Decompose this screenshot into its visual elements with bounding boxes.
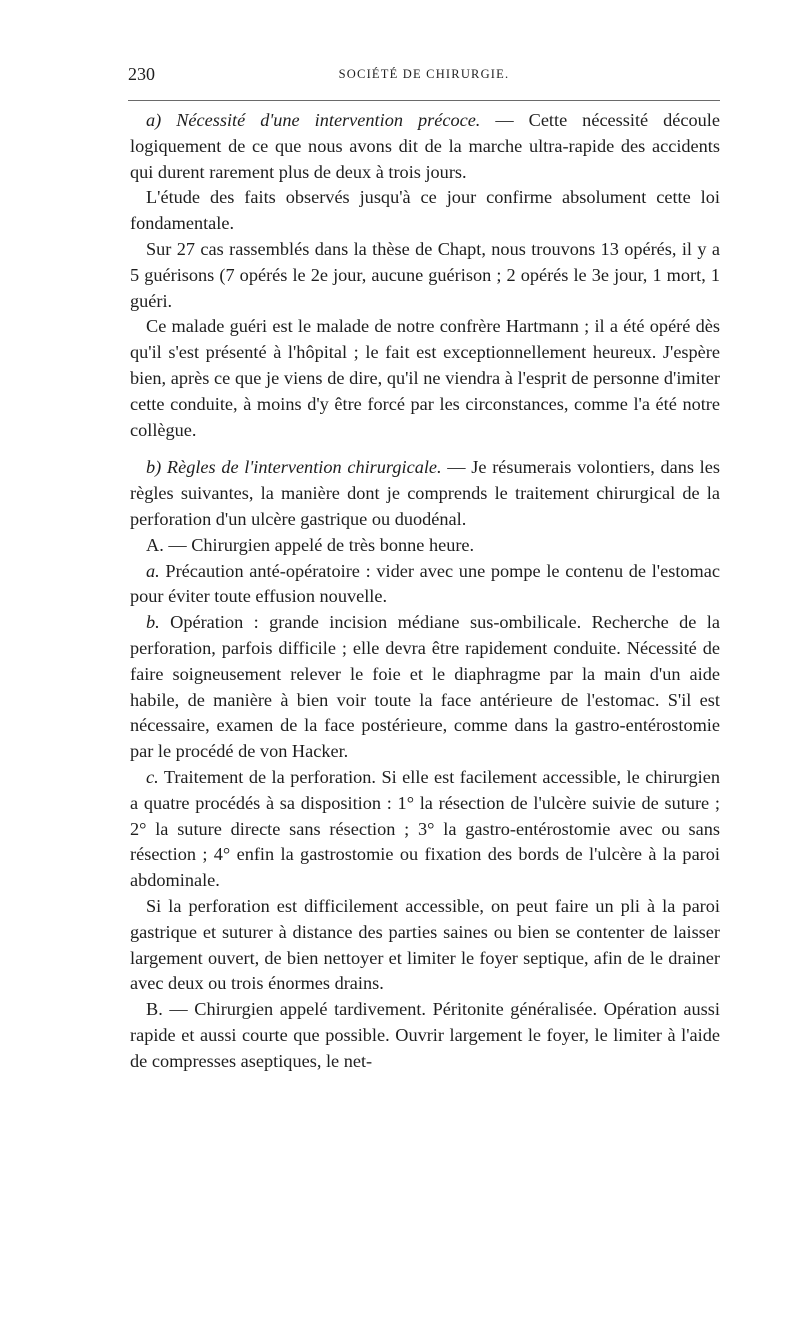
header-rule [128, 100, 720, 101]
paragraph-text: A. — Chirurgien appelé de très bonne heure. [146, 534, 475, 555]
paragraph [130, 894, 720, 997]
paragraph-item-a [130, 559, 720, 611]
paragraph [130, 237, 720, 314]
paragraph-text: B. — Chirurgien appelé tardivement. Péritonite généralisée. Opération aussi rapide et aussi courte que possible. Ouvrir largement le foyer, le limiter à l'aide de compresses aseptiques, le net- [130, 999, 720, 1071]
body-text [130, 108, 720, 1074]
paragraph-b-regles [130, 455, 720, 532]
paragraph-text: — Je résumerais volontiers, dans les règles suivantes, la manière dont je comprends le traitement chirurgical de la perforation d'un ulcère gastrique ou duodénal. [130, 457, 720, 529]
paragraph-section-a [130, 533, 720, 559]
paragraph-text: Opération : grande incision médiane sus-ombilicale. Recherche de la perforation, parfois difficile ; elle devra être rapidement conduite. Nécessité de faire soigneusement relever le foie et le diaphragme par la main d'un aide habile, de manière à bien voir toute la face antérieure de l'estomac. S'il est nécessaire, examen de la face postérieure, comme dans la gastro-entérostomie par le procédé de von Hacker. [130, 612, 720, 762]
paragraph-item-c [130, 765, 720, 894]
paragraph-lead: b) Règles de l'intervention chirurgicale. [146, 457, 442, 478]
paragraph-item-b [130, 610, 720, 765]
paragraph-lead: a) Nécessité d'une intervention précoce. [146, 110, 481, 130]
paragraph-lead: a. [146, 560, 160, 581]
paragraph-text: Ce malade guéri est le malade de notre confrère Hartmann ; il a été opéré dès qu'il s'est présenté à l'hôpital ; le fait est exceptionnellement heureux. J'espère bien, après ce que je viens de dire, qu'il ne viendra à l'esprit de personne d'imiter cette conduite, à moins d'y être forcé par les circonstances, comme l'a été notre collègue. [130, 316, 720, 440]
page-number: 230 [128, 64, 155, 84]
paragraph-a-necessite [130, 108, 720, 185]
paragraph-text: Sur 27 cas rassemblés dans la thèse de Chapt, nous trouvons 13 opérés, il y a 5 guérisons (7 opérés le 2e jour, aucune guérison ; 2 opérés le 3e jour, 1 mort, 1 guéri. [130, 238, 720, 311]
page-header [128, 64, 720, 88]
paragraph-text: Traitement de la perforation. Si elle est facilement accessible, le chirurgien a quatre procédés à sa disposition : 1° la résection de l'ulcère suivie de suture ; 2° la suture directe sans résection ; 3° la gastro-entérostomie avec ou sans résection ; 4° enfin la gastrostomie ou fixation des bords de l'ulcère à la paroi abdominale. [130, 766, 720, 891]
paragraph-lead: b. [146, 612, 160, 633]
paragraph-text: L'étude des faits observés jusqu'à ce jour confirme absolument cette loi fondamentale. [130, 187, 720, 234]
running-title: SOCIÉTÉ DE CHIRURGIE. [338, 67, 510, 81]
paragraph [130, 185, 720, 237]
paragraph-section-b [130, 997, 720, 1074]
paragraph-text: — Cette nécessité découle logiquement de ce que nous avons dit de la marche ultra-rapide des accidents qui durent rarement plus de deux à trois jours. [130, 110, 720, 182]
paragraph-text: Précaution anté-opératoire : vider avec une pompe le contenu de l'estomac pour éviter toute effusion nouvelle. [130, 560, 720, 607]
paragraph-text: Si la perforation est difficilement accessible, on peut faire un pli à la paroi gastrique et suturer à distance des parties saines ou bien se contenter de laisser largement ouvert, de bien nettoyer et limiter le foyer septique, afin de le drainer avec deux ou trois énormes drains. [130, 895, 720, 994]
paragraph-lead: c. [146, 766, 159, 787]
paragraph [130, 314, 720, 443]
